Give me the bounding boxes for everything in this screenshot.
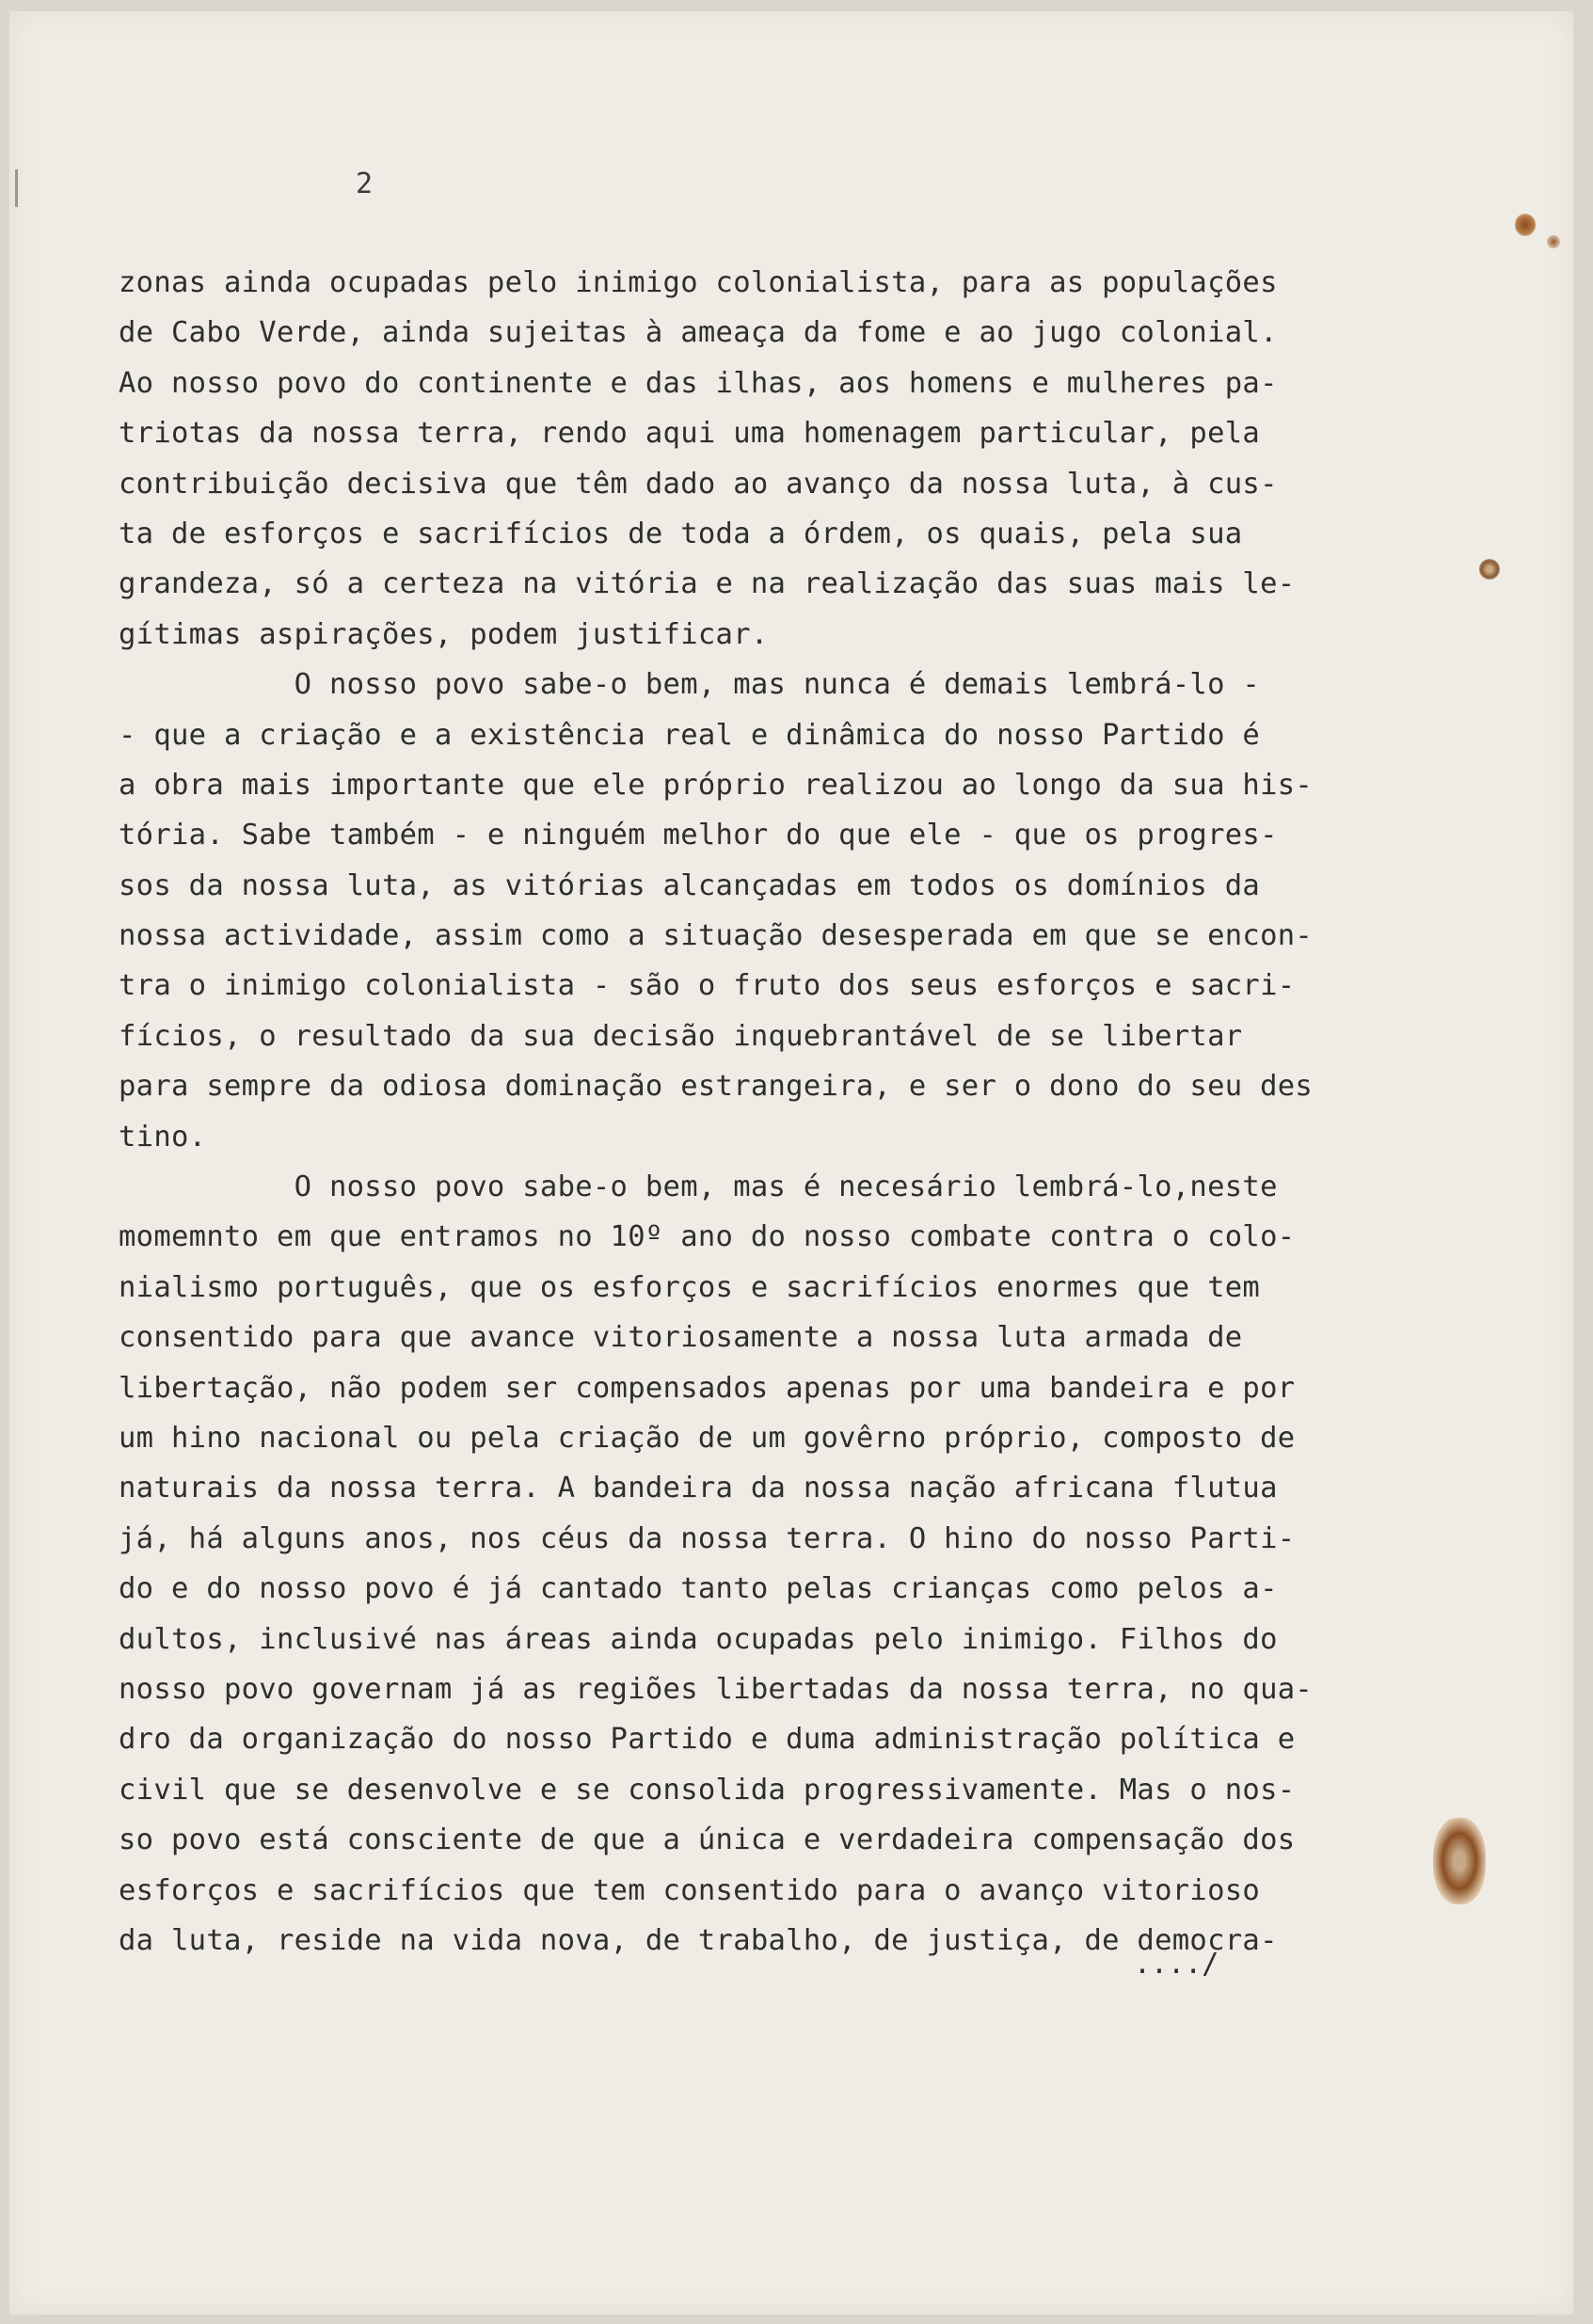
text-line: da luta, reside na vida nova, de trabalho, de justiça, de democra-	[119, 1923, 1278, 1957]
document-page	[9, 11, 1573, 2315]
text-line: contribuição decisiva que têm dado ao avanço da nossa luta, à cus-	[119, 467, 1278, 501]
text-line: nossa actividade, assim como a situação desesperada em que se encon-	[119, 919, 1314, 953]
text-line: Ao nosso povo do continente e das ilhas, aos homens e mulheres pa-	[119, 366, 1278, 400]
text-line: dro da organização do nosso Partido e duma administração política e	[119, 1723, 1296, 1757]
body-text	[119, 258, 1398, 1966]
rust-stain	[1479, 559, 1500, 580]
text-line: libertação, não podem ser compensados apenas por uma bandeira e por	[119, 1371, 1296, 1405]
text-line: momemnto em que entramos no 10º ano do nosso combate contra o colo-	[119, 1220, 1296, 1254]
text-line: triotas da nossa terra, rendo aqui uma homenagem particular, pela	[119, 417, 1261, 451]
text-line: de Cabo Verde, ainda sujeitas à ameaça da fome e ao jugo colonial.	[119, 316, 1278, 350]
text-line: O nosso povo sabe-o bem, mas nunca é demais lembrá-lo -	[119, 668, 1261, 702]
text-line: tória. Sabe também - e ninguém melhor do que ele - que os progres-	[119, 819, 1278, 852]
rust-stain	[1515, 214, 1536, 236]
text-line: tino.	[119, 1120, 207, 1154]
text-line: - que a criação e a existência real e dinâmica do nosso Partido é	[119, 718, 1261, 752]
rust-stain	[1547, 235, 1560, 248]
text-line: so povo está consciente de que a única e verdadeira compensação dos	[119, 1823, 1296, 1857]
text-line: nosso povo governam já as regiões libertadas da nossa terra, no qua-	[119, 1672, 1314, 1706]
text-line: esforços e sacrifícios que tem consentido para o avanço vitorioso	[119, 1873, 1261, 1907]
text-line: um hino nacional ou pela criação de um govêrno próprio, composto de	[119, 1421, 1296, 1455]
text-line: tra o inimigo colonialista - são o fruto dos seus esforços e sacri-	[119, 969, 1296, 1003]
text-line: a obra mais importante que ele próprio realizou ao longo da sua his-	[119, 768, 1314, 802]
rust-stain	[1433, 1818, 1486, 1904]
text-line: ta de esforços e sacrifícios de toda a órdem, os quais, pela sua	[119, 517, 1243, 550]
text-line: O nosso povo sabe-o bem, mas é necesário lembrá-lo,neste	[119, 1170, 1278, 1204]
continuation-mark: ..../	[1134, 1948, 1219, 1981]
edge-mark	[15, 169, 18, 207]
text-line: zonas ainda ocupadas pelo inimigo colonialista, para as populações	[119, 266, 1278, 299]
text-line: naturais da nossa terra. A bandeira da nossa nação africana flutua	[119, 1472, 1278, 1505]
text-line: civil que se desenvolve e se consolida progressivamente. Mas o nos-	[119, 1773, 1296, 1807]
page-number: 2	[356, 167, 374, 200]
text-line: fícios, o resultado da sua decisão inquebrantável de se libertar	[119, 1019, 1243, 1053]
text-line: grandeza, só a certeza na vitória e na realização das suas mais le-	[119, 567, 1296, 601]
text-line: gítimas aspirações, podem justificar.	[119, 617, 769, 651]
text-line: já, há alguns anos, nos céus da nossa terra. O hino do nosso Parti-	[119, 1521, 1296, 1555]
text-line: dultos, inclusivé nas áreas ainda ocupadas pelo inimigo. Filhos do	[119, 1622, 1278, 1656]
text-line: do e do nosso povo é já cantado tanto pelas crianças como pelos a-	[119, 1572, 1278, 1606]
text-line: sos da nossa luta, as vitórias alcançadas em todos os domínios da	[119, 868, 1261, 902]
text-line: nialismo português, que os esforços e sacrifícios enormes que tem	[119, 1270, 1261, 1304]
text-line: consentido para que avance vitoriosamente a nossa luta armada de	[119, 1321, 1243, 1355]
text-line: para sempre da odiosa dominação estrangeira, e ser o dono do seu des	[119, 1070, 1314, 1104]
